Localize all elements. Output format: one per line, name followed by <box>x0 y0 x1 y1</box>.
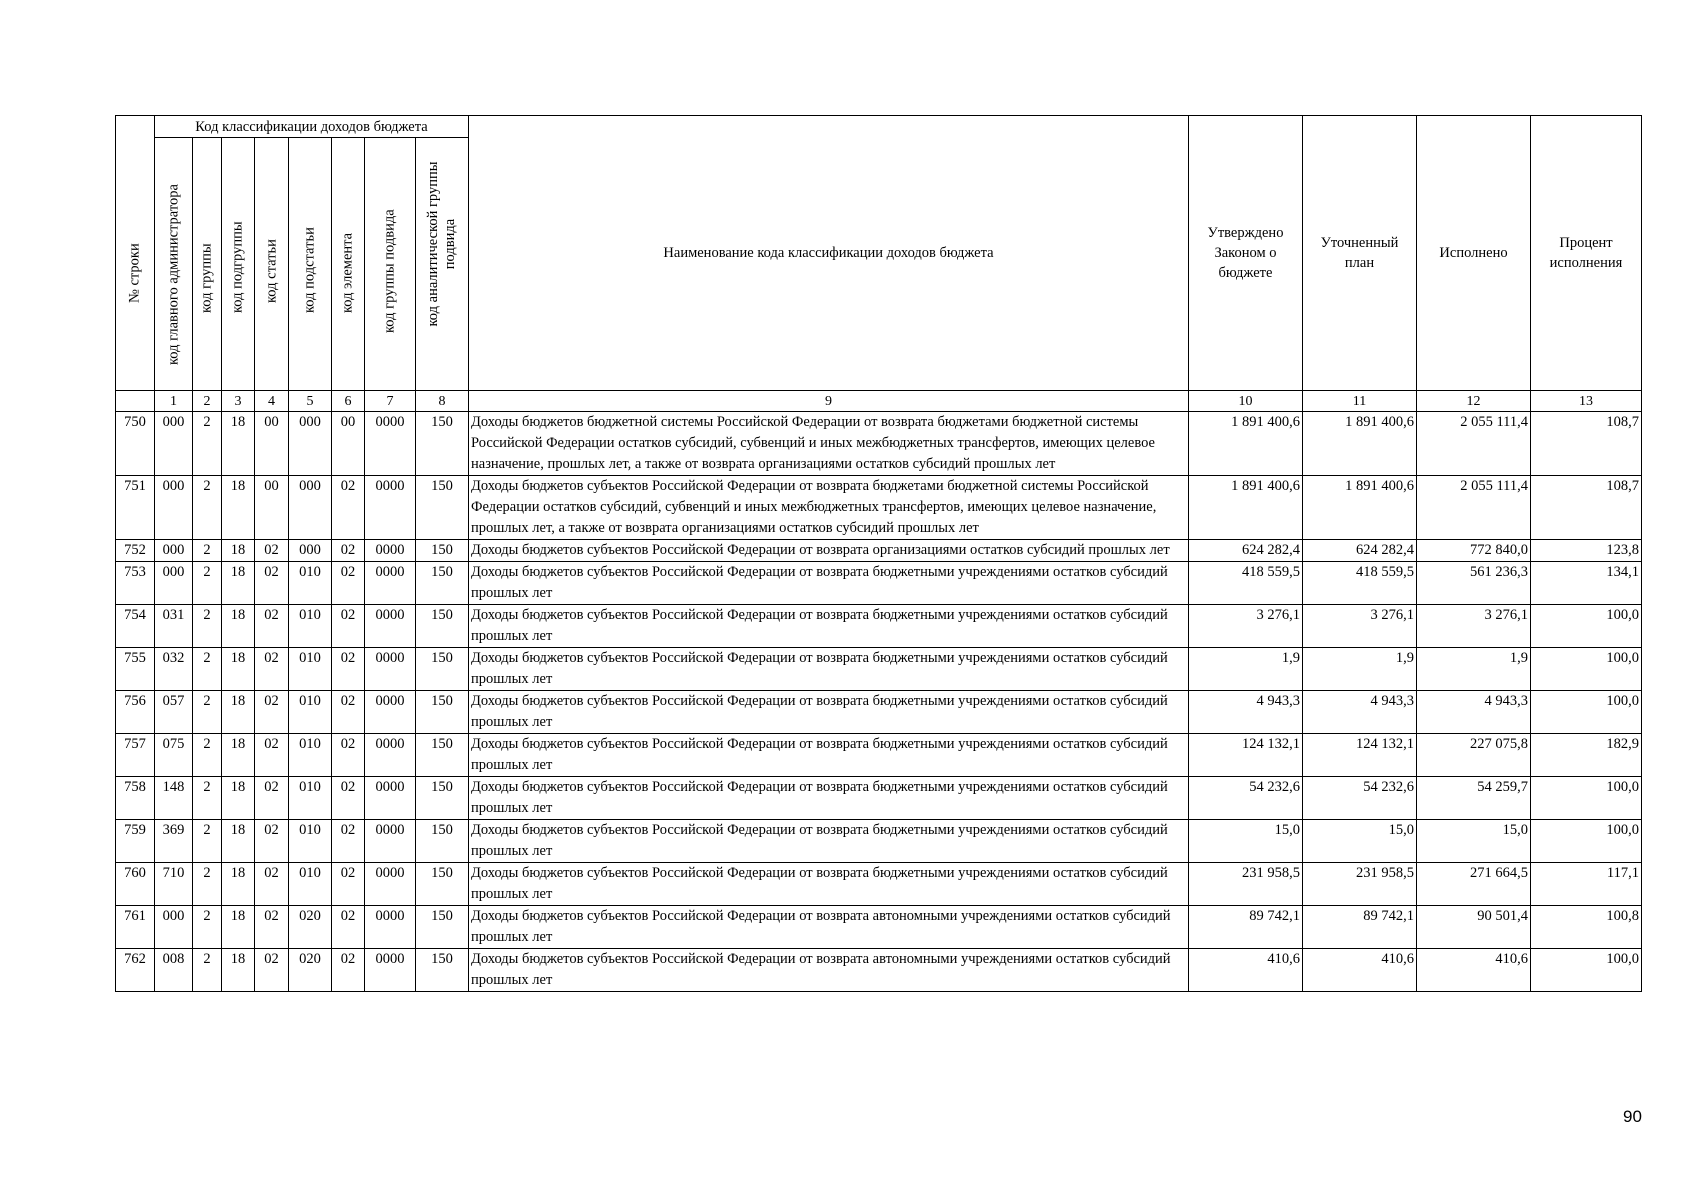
article-code: 02 <box>255 777 289 820</box>
revenue-name: Доходы бюджетов субъектов Российской Федерации от возврата бюджетными учреждениями остатков субсидий прошлых лет <box>469 605 1189 648</box>
percent-value: 100,0 <box>1531 691 1642 734</box>
analytic-group-code: 150 <box>416 949 469 992</box>
admin-code: 008 <box>155 949 193 992</box>
subarticle-code: 020 <box>289 949 332 992</box>
article-code: 00 <box>255 476 289 540</box>
percent-value: 123,8 <box>1531 540 1642 562</box>
element-code: 02 <box>332 648 365 691</box>
admin-code: 075 <box>155 734 193 777</box>
revenue-name: Доходы бюджетов субъектов Российской Федерации от возврата автономными учреждениями остатков субсидий прошлых лет <box>469 906 1189 949</box>
element-code: 02 <box>332 562 365 605</box>
subarticle-code: 010 <box>289 820 332 863</box>
article-code: 02 <box>255 949 289 992</box>
admin-code: 032 <box>155 648 193 691</box>
subarticle-code: 010 <box>289 691 332 734</box>
table-row <box>116 562 1642 605</box>
article-code: 02 <box>255 820 289 863</box>
table-row <box>116 412 1642 476</box>
approved-value: 231 958,5 <box>1189 863 1303 906</box>
subtype-group-code: 0000 <box>365 906 416 949</box>
row-number: 751 <box>116 476 155 540</box>
table-row <box>116 863 1642 906</box>
analytic-group-code: 150 <box>416 476 469 540</box>
header-subtype-group-code: код группы подвида <box>365 138 416 391</box>
table-row <box>116 476 1642 540</box>
analytic-group-code: 150 <box>416 691 469 734</box>
percent-value: 108,7 <box>1531 412 1642 476</box>
group-code: 2 <box>193 863 222 906</box>
analytic-group-code: 150 <box>416 540 469 562</box>
subtype-group-code: 0000 <box>365 949 416 992</box>
revenue-name: Доходы бюджетов субъектов Российской Федерации от возврата бюджетными учреждениями остатков субсидий прошлых лет <box>469 820 1189 863</box>
plan-value: 1,9 <box>1303 648 1417 691</box>
group-code: 2 <box>193 412 222 476</box>
admin-code: 031 <box>155 605 193 648</box>
approved-value: 124 132,1 <box>1189 734 1303 777</box>
approved-value: 418 559,5 <box>1189 562 1303 605</box>
analytic-group-code: 150 <box>416 734 469 777</box>
percent-value: 182,9 <box>1531 734 1642 777</box>
subtype-group-code: 0000 <box>365 412 416 476</box>
element-code: 02 <box>332 777 365 820</box>
executed-value: 2 055 111,4 <box>1417 412 1531 476</box>
element-code: 02 <box>332 691 365 734</box>
element-code: 02 <box>332 734 365 777</box>
executed-value: 54 259,7 <box>1417 777 1531 820</box>
row-number: 752 <box>116 540 155 562</box>
row-number: 756 <box>116 691 155 734</box>
header-group-code: код группы <box>193 138 222 391</box>
group-code: 2 <box>193 777 222 820</box>
revenue-name: Доходы бюджетов субъектов Российской Федерации от возврата бюджетными учреждениями остатков субсидий прошлых лет <box>469 562 1189 605</box>
plan-value: 3 276,1 <box>1303 605 1417 648</box>
table-row <box>116 691 1642 734</box>
approved-value: 54 232,6 <box>1189 777 1303 820</box>
table-row <box>116 605 1642 648</box>
subgroup-code: 18 <box>222 863 255 906</box>
revenue-name: Доходы бюджетов бюджетной системы Российской Федерации от возврата бюджетами бюджетной системы Российской Федерации остатков субсидий, субвенций и иных межбюджетных трансфертов, имеющих целевое назначение, прошлых лет, а также от возврата организациями остатков субсидий прошлых лет <box>469 412 1189 476</box>
column-number: 12 <box>1417 391 1531 412</box>
subarticle-code: 010 <box>289 648 332 691</box>
percent-value: 100,8 <box>1531 906 1642 949</box>
subarticle-code: 010 <box>289 777 332 820</box>
analytic-group-code: 150 <box>416 605 469 648</box>
element-code: 02 <box>332 906 365 949</box>
approved-value: 89 742,1 <box>1189 906 1303 949</box>
page-number: 90 <box>1623 1107 1642 1126</box>
subtype-group-code: 0000 <box>365 777 416 820</box>
header-article-code: код статьи <box>255 138 289 391</box>
table-row <box>116 777 1642 820</box>
executed-value: 90 501,4 <box>1417 906 1531 949</box>
approved-value: 1 891 400,6 <box>1189 412 1303 476</box>
subtype-group-code: 0000 <box>365 562 416 605</box>
article-code: 02 <box>255 540 289 562</box>
executed-value: 1,9 <box>1417 648 1531 691</box>
plan-value: 15,0 <box>1303 820 1417 863</box>
plan-value: 124 132,1 <box>1303 734 1417 777</box>
subgroup-code: 18 <box>222 691 255 734</box>
analytic-group-code: 150 <box>416 648 469 691</box>
plan-value: 1 891 400,6 <box>1303 412 1417 476</box>
revenue-name: Доходы бюджетов субъектов Российской Федерации от возврата бюджетными учреждениями остатков субсидий прошлых лет <box>469 863 1189 906</box>
approved-value: 1 891 400,6 <box>1189 476 1303 540</box>
revenue-name: Доходы бюджетов субъектов Российской Федерации от возврата бюджетными учреждениями остатков субсидий прошлых лет <box>469 777 1189 820</box>
header-subarticle-code: код подстатьи <box>289 138 332 391</box>
element-code: 02 <box>332 476 365 540</box>
revenue-table <box>115 115 1642 992</box>
article-code: 02 <box>255 691 289 734</box>
column-number: 9 <box>469 391 1189 412</box>
executed-value: 3 276,1 <box>1417 605 1531 648</box>
article-code: 00 <box>255 412 289 476</box>
plan-value: 54 232,6 <box>1303 777 1417 820</box>
subgroup-code: 18 <box>222 734 255 777</box>
column-number-blank <box>116 391 155 412</box>
subarticle-code: 010 <box>289 734 332 777</box>
analytic-group-code: 150 <box>416 906 469 949</box>
subgroup-code: 18 <box>222 820 255 863</box>
column-number: 2 <box>193 391 222 412</box>
group-code: 2 <box>193 562 222 605</box>
revenue-name: Доходы бюджетов субъектов Российской Федерации от возврата организациями остатков субсидий прошлых лет <box>469 540 1189 562</box>
subgroup-code: 18 <box>222 906 255 949</box>
group-code: 2 <box>193 906 222 949</box>
subarticle-code: 010 <box>289 562 332 605</box>
column-number: 1 <box>155 391 193 412</box>
column-number: 3 <box>222 391 255 412</box>
subgroup-code: 18 <box>222 540 255 562</box>
header-revised-plan: Уточненный план <box>1303 116 1417 391</box>
revenue-name: Доходы бюджетов субъектов Российской Федерации от возврата бюджетными учреждениями остатков субсидий прошлых лет <box>469 691 1189 734</box>
subgroup-code: 18 <box>222 562 255 605</box>
executed-value: 410,6 <box>1417 949 1531 992</box>
table-row <box>116 906 1642 949</box>
column-number: 4 <box>255 391 289 412</box>
subtype-group-code: 0000 <box>365 476 416 540</box>
column-number: 13 <box>1531 391 1642 412</box>
column-number: 6 <box>332 391 365 412</box>
subgroup-code: 18 <box>222 648 255 691</box>
article-code: 02 <box>255 562 289 605</box>
subgroup-code: 18 <box>222 949 255 992</box>
row-number: 760 <box>116 863 155 906</box>
column-number: 11 <box>1303 391 1417 412</box>
row-number: 762 <box>116 949 155 992</box>
executed-value: 772 840,0 <box>1417 540 1531 562</box>
row-number: 759 <box>116 820 155 863</box>
admin-code: 369 <box>155 820 193 863</box>
article-code: 02 <box>255 734 289 777</box>
column-numbers-row <box>116 391 1642 412</box>
element-code: 02 <box>332 820 365 863</box>
percent-value: 100,0 <box>1531 777 1642 820</box>
analytic-group-code: 150 <box>416 820 469 863</box>
approved-value: 4 943,3 <box>1189 691 1303 734</box>
row-number: 757 <box>116 734 155 777</box>
element-code: 02 <box>332 540 365 562</box>
subarticle-code: 000 <box>289 412 332 476</box>
row-number: 750 <box>116 412 155 476</box>
header-executed: Исполнено <box>1417 116 1531 391</box>
header-classification-group: Код классификации доходов бюджета <box>155 116 469 138</box>
subgroup-code: 18 <box>222 777 255 820</box>
executed-value: 15,0 <box>1417 820 1531 863</box>
subtype-group-code: 0000 <box>365 734 416 777</box>
header-name: Наименование кода классификации доходов бюджета <box>469 116 1189 391</box>
column-number: 7 <box>365 391 416 412</box>
percent-value: 134,1 <box>1531 562 1642 605</box>
column-number: 8 <box>416 391 469 412</box>
header-admin-code: код главного администратора <box>155 138 193 391</box>
column-number: 5 <box>289 391 332 412</box>
article-code: 02 <box>255 648 289 691</box>
subtype-group-code: 0000 <box>365 820 416 863</box>
row-number: 755 <box>116 648 155 691</box>
header-row-number: № строки <box>116 116 155 391</box>
revenue-name: Доходы бюджетов субъектов Российской Федерации от возврата бюджетами бюджетной системы Российской Федерации остатков субсидий, субвенций и иных межбюджетных трансфертов, имеющих целевое назначение, прошлых лет, а также от возврата организациями остатков субсидий прошлых лет <box>469 476 1189 540</box>
revenue-name: Доходы бюджетов субъектов Российской Федерации от возврата автономными учреждениями остатков субсидий прошлых лет <box>469 949 1189 992</box>
table-row <box>116 540 1642 562</box>
plan-value: 624 282,4 <box>1303 540 1417 562</box>
group-code: 2 <box>193 648 222 691</box>
row-number: 761 <box>116 906 155 949</box>
admin-code: 057 <box>155 691 193 734</box>
group-code: 2 <box>193 691 222 734</box>
approved-value: 410,6 <box>1189 949 1303 992</box>
subarticle-code: 020 <box>289 906 332 949</box>
article-code: 02 <box>255 605 289 648</box>
row-number: 758 <box>116 777 155 820</box>
plan-value: 89 742,1 <box>1303 906 1417 949</box>
row-number: 753 <box>116 562 155 605</box>
group-code: 2 <box>193 476 222 540</box>
group-code: 2 <box>193 820 222 863</box>
analytic-group-code: 150 <box>416 562 469 605</box>
admin-code: 148 <box>155 777 193 820</box>
header-percent: Процент исполнения <box>1531 116 1642 391</box>
subtype-group-code: 0000 <box>365 691 416 734</box>
admin-code: 710 <box>155 863 193 906</box>
executed-value: 271 664,5 <box>1417 863 1531 906</box>
percent-value: 117,1 <box>1531 863 1642 906</box>
header-subgroup-code: код подгруппы <box>222 138 255 391</box>
element-code: 02 <box>332 605 365 648</box>
approved-value: 1,9 <box>1189 648 1303 691</box>
percent-value: 100,0 <box>1531 605 1642 648</box>
table-row <box>116 949 1642 992</box>
admin-code: 000 <box>155 540 193 562</box>
article-code: 02 <box>255 906 289 949</box>
percent-value: 108,7 <box>1531 476 1642 540</box>
plan-value: 410,6 <box>1303 949 1417 992</box>
element-code: 00 <box>332 412 365 476</box>
plan-value: 418 559,5 <box>1303 562 1417 605</box>
admin-code: 000 <box>155 906 193 949</box>
article-code: 02 <box>255 863 289 906</box>
admin-code: 000 <box>155 412 193 476</box>
header-analytic-group-code: код аналитической группы подвида <box>416 138 469 391</box>
subtype-group-code: 0000 <box>365 605 416 648</box>
element-code: 02 <box>332 863 365 906</box>
subarticle-code: 010 <box>289 605 332 648</box>
percent-value: 100,0 <box>1531 648 1642 691</box>
admin-code: 000 <box>155 476 193 540</box>
group-code: 2 <box>193 540 222 562</box>
percent-value: 100,0 <box>1531 820 1642 863</box>
revenue-name: Доходы бюджетов субъектов Российской Федерации от возврата бюджетными учреждениями остатков субсидий прошлых лет <box>469 648 1189 691</box>
subarticle-code: 000 <box>289 540 332 562</box>
group-code: 2 <box>193 734 222 777</box>
admin-code: 000 <box>155 562 193 605</box>
subtype-group-code: 0000 <box>365 863 416 906</box>
subgroup-code: 18 <box>222 605 255 648</box>
approved-value: 3 276,1 <box>1189 605 1303 648</box>
percent-value: 100,0 <box>1531 949 1642 992</box>
approved-value: 624 282,4 <box>1189 540 1303 562</box>
subarticle-code: 000 <box>289 476 332 540</box>
element-code: 02 <box>332 949 365 992</box>
executed-value: 561 236,3 <box>1417 562 1531 605</box>
table-row <box>116 734 1642 777</box>
subtype-group-code: 0000 <box>365 540 416 562</box>
analytic-group-code: 150 <box>416 777 469 820</box>
executed-value: 4 943,3 <box>1417 691 1531 734</box>
approved-value: 15,0 <box>1189 820 1303 863</box>
plan-value: 4 943,3 <box>1303 691 1417 734</box>
column-number: 10 <box>1189 391 1303 412</box>
subgroup-code: 18 <box>222 476 255 540</box>
table-row <box>116 648 1642 691</box>
subarticle-code: 010 <box>289 863 332 906</box>
plan-value: 231 958,5 <box>1303 863 1417 906</box>
subgroup-code: 18 <box>222 412 255 476</box>
executed-value: 2 055 111,4 <box>1417 476 1531 540</box>
plan-value: 1 891 400,6 <box>1303 476 1417 540</box>
group-code: 2 <box>193 605 222 648</box>
group-code: 2 <box>193 949 222 992</box>
table-row <box>116 820 1642 863</box>
header-approved: Утверждено Законом о бюджете <box>1189 116 1303 391</box>
subtype-group-code: 0000 <box>365 648 416 691</box>
executed-value: 227 075,8 <box>1417 734 1531 777</box>
revenue-name: Доходы бюджетов субъектов Российской Федерации от возврата бюджетными учреждениями остатков субсидий прошлых лет <box>469 734 1189 777</box>
analytic-group-code: 150 <box>416 863 469 906</box>
row-number: 754 <box>116 605 155 648</box>
header-element-code: код элемента <box>332 138 365 391</box>
analytic-group-code: 150 <box>416 412 469 476</box>
